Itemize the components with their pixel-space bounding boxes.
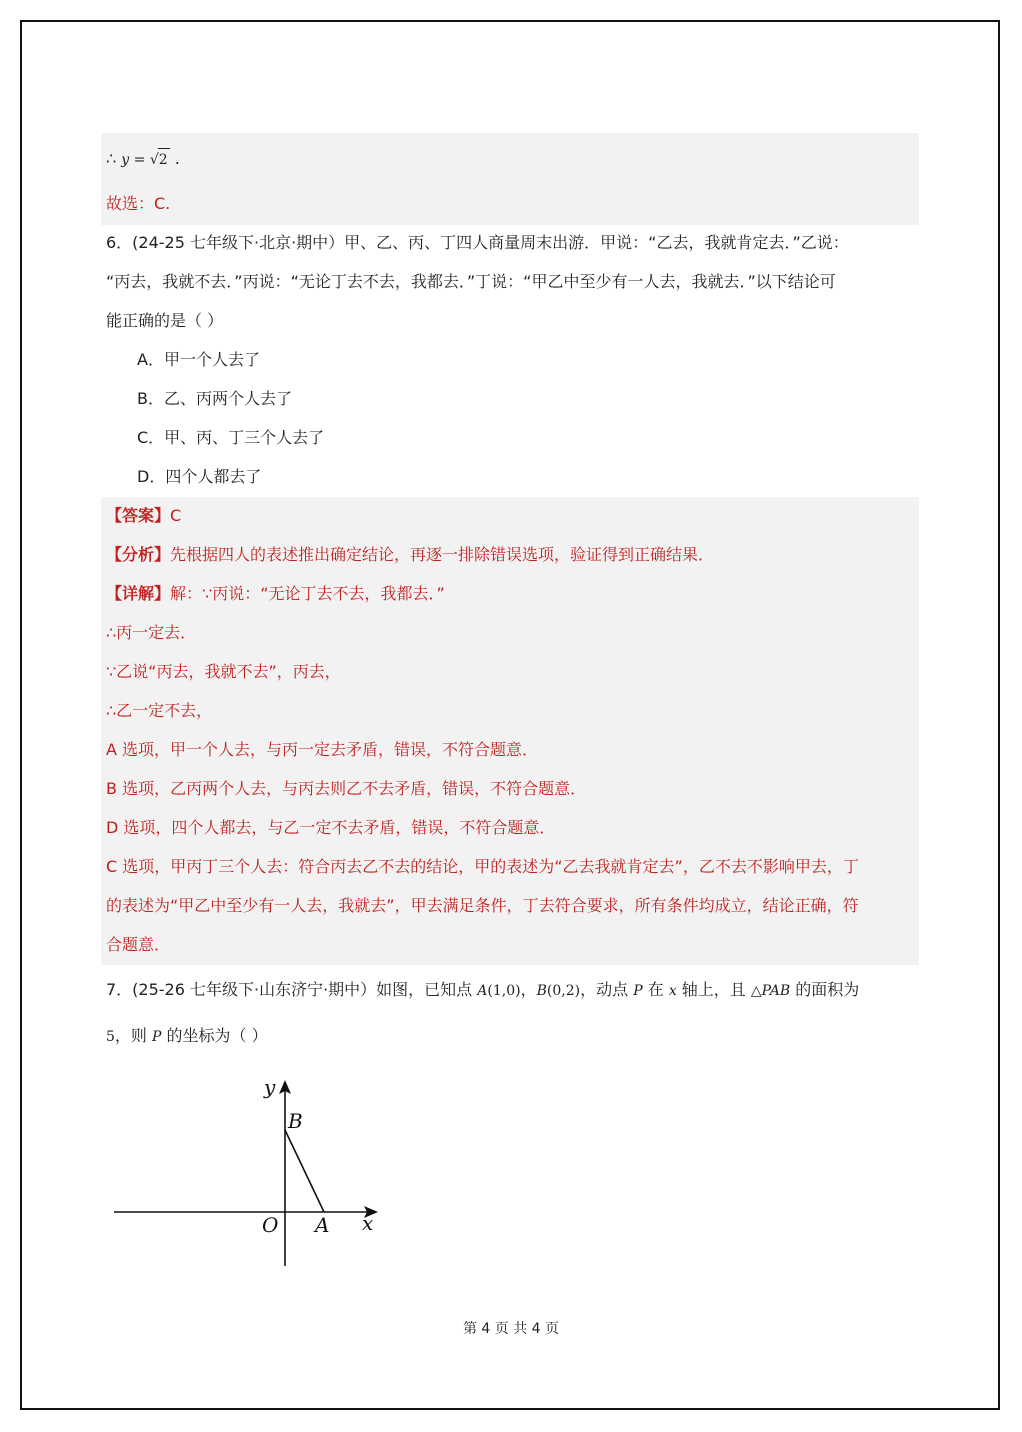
q7-line2-end: 的坐标为（ ） bbox=[161, 1026, 268, 1045]
sqrt-symbol: √ bbox=[149, 152, 159, 168]
label-y: y bbox=[264, 1075, 276, 1099]
q7-triangle: △PAB bbox=[750, 983, 791, 999]
label-b: B bbox=[288, 1109, 303, 1133]
formula-end: . bbox=[169, 149, 180, 168]
step-7: C 选项，甲丙丁三个人去：符合丙去乙不去的结论，甲的表述为“乙去我就肯定去”，乙不去不影响甲去，丁 bbox=[106, 857, 859, 876]
formula-equals: = bbox=[129, 152, 150, 168]
step-1: ∴丙一定去． bbox=[106, 623, 197, 642]
answer-tag: 【答案】 bbox=[106, 506, 171, 525]
q7-area-value: 5 bbox=[106, 1029, 115, 1045]
q7-line2-mid: ，则 bbox=[114, 1026, 153, 1045]
q7-axis-x: x bbox=[668, 983, 677, 999]
prev-choice: 故选：C. bbox=[106, 194, 171, 213]
q7-line-2 bbox=[106, 1025, 268, 1048]
answer-value: C bbox=[170, 506, 182, 525]
formula-variable: y bbox=[121, 152, 130, 168]
step-8: 的表述为“甲乙中至少有一人去，我就去”，甲去满足条件，丁去符合要求，所有条件均成立，结论正确，符 bbox=[106, 896, 859, 915]
q7-point-b: B bbox=[536, 983, 547, 999]
coordinate-figure bbox=[110, 1070, 400, 1275]
step-2: ∵乙说“丙去，我就不去”，丙去， bbox=[106, 662, 341, 681]
q7-line-1 bbox=[106, 979, 859, 1002]
q6-option-b: B．乙、丙两个人去了 bbox=[137, 389, 292, 408]
answer-line bbox=[106, 505, 181, 527]
q7-line2-p: P bbox=[152, 1029, 162, 1045]
label-x: x bbox=[362, 1211, 374, 1235]
solution-block-prev bbox=[101, 133, 919, 225]
detail-text: 解：∵丙说：“无论丁去不去，我都去．” bbox=[170, 584, 445, 603]
q7-mid3: 轴上，且 bbox=[676, 980, 751, 999]
sqrt-radicand: 2 bbox=[158, 148, 170, 171]
q7-end: 的面积为 bbox=[790, 980, 860, 999]
step-3: ∴乙一定不去， bbox=[106, 701, 213, 720]
q7-point-p: P bbox=[633, 983, 643, 999]
q7-point-a: A bbox=[477, 983, 488, 999]
analysis-tag: 【分析】 bbox=[106, 545, 171, 564]
detail-line bbox=[106, 583, 445, 605]
step-6: D 选项，四个人都去，与乙一定不去矛盾，错误，不符合题意． bbox=[106, 818, 556, 837]
q6-line-2: “丙去，我就不去．”丙说：“无论丁去不去，我都去．”丁说：“甲乙中至少有一人去，我就去．”以下结论可 bbox=[106, 272, 836, 291]
q6-line-3: 能正确的是（ ） bbox=[106, 311, 224, 330]
analysis-line bbox=[106, 544, 714, 566]
q7-sep: ， bbox=[520, 980, 537, 999]
q7-coord-b: (0,2) bbox=[546, 983, 581, 999]
analysis-text: 先根据四人的表述推出确定结论，再逐一排除错误选项，验证得到正确结果． bbox=[170, 545, 715, 564]
therefore-symbol: ∴ bbox=[106, 149, 122, 168]
label-a: A bbox=[315, 1213, 330, 1237]
q6-option-c: C．甲、丙、丁三个人去了 bbox=[137, 428, 325, 447]
detail-tag: 【详解】 bbox=[106, 584, 171, 603]
step-5: B 选项，乙丙两个人去，与丙去则乙不去矛盾，错误，不符合题意． bbox=[106, 779, 587, 798]
segment-ba bbox=[285, 1130, 324, 1212]
q7-prefix: 7．(25-26 七年级下·山东济宁·期中）如图，已知点 bbox=[106, 980, 478, 999]
q6-option-a: A．甲一个人去了 bbox=[137, 350, 260, 369]
label-o: O bbox=[262, 1213, 279, 1237]
formula-line bbox=[106, 148, 180, 171]
q7-mid: ，动点 bbox=[580, 980, 634, 999]
q7-mid2: 在 bbox=[642, 980, 669, 999]
step-9: 合题意． bbox=[106, 935, 171, 954]
step-4: A 选项，甲一个人去，与丙一定去矛盾，错误，不符合题意． bbox=[106, 740, 539, 759]
page-footer: 第 4 页 共 4 页 bbox=[462, 1321, 560, 1337]
q7-coord-a: (1,0) bbox=[487, 983, 521, 999]
q6-option-d: D．四个人都去了 bbox=[137, 467, 262, 486]
q6-line-1: 6．(24-25 七年级下·北京·期中）甲、乙、丙、丁四人商量周末出游．甲说：“乙去，我就肯定去．”乙说： bbox=[106, 233, 849, 252]
